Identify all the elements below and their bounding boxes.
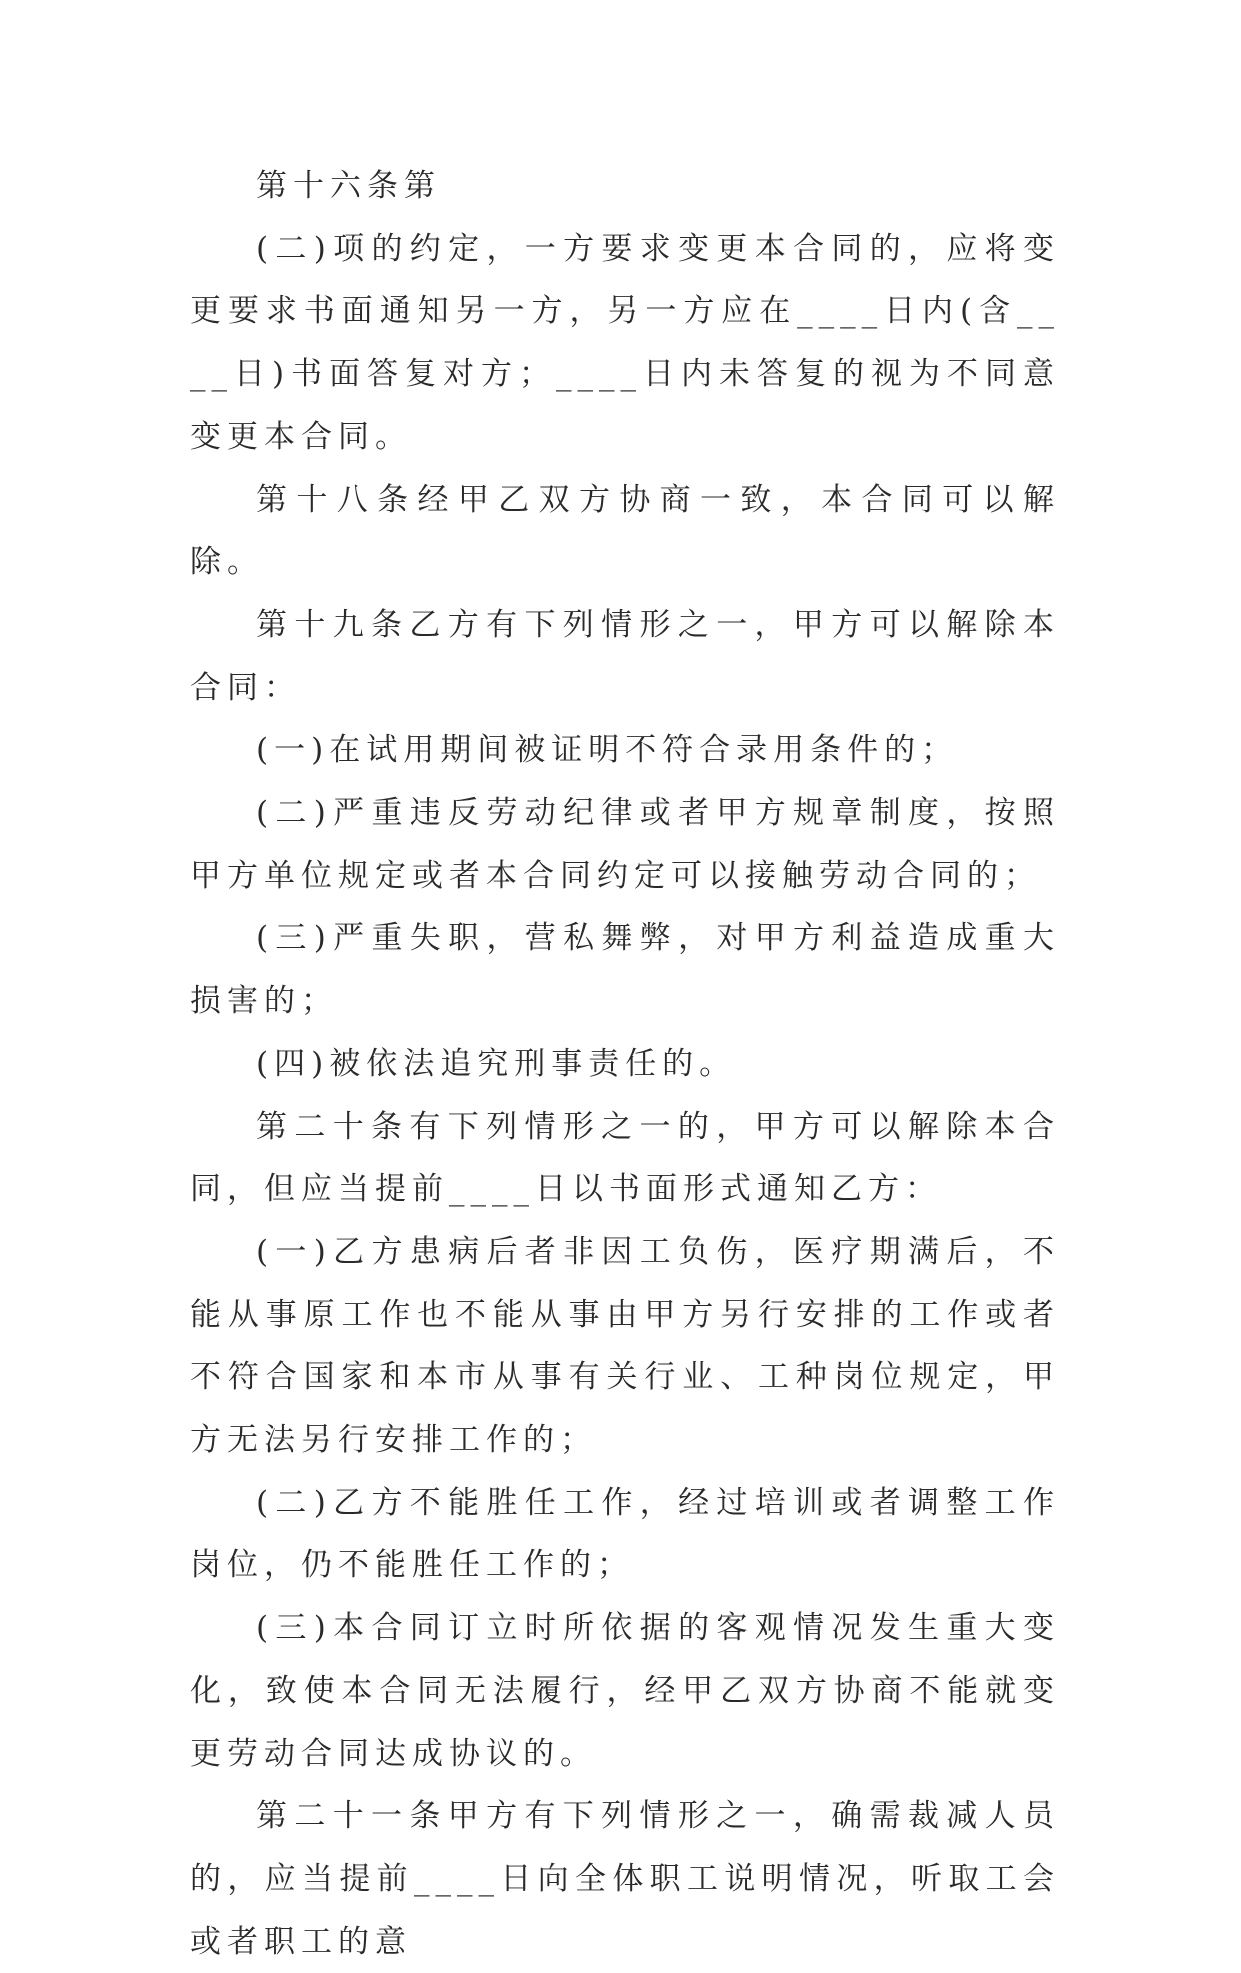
paragraph-change-notice: (二)项的约定，一方要求变更本合同的，应将变更要求书面通知另一方，另一方应在____日内(含____日)书面答复对方；____日内未答复的视为不同意变更本合同。 (190, 230, 1060, 455)
paragraph-article-19-item-3: (三)严重失职，营私舞弊，对甲方利益造成重大损害的； (190, 920, 1060, 1020)
paragraph-article-20-item-1: (一)乙方患病后者非因工负伤，医疗期满后，不能从事原工作也不能从事由甲方另行安排的工作或者不符合国家和本市从事有关行业、工种岗位规定，甲方无法另行安排工作的； (190, 1233, 1060, 1459)
paragraph-article-19-item-2: (二)严重违反劳动纪律或者甲方规章制度，按照甲方单位规定或者本合同约定可以接触劳动合同的； (190, 795, 1060, 894)
document-body (190, 155, 1060, 1973)
paragraph-article-19: 第十九条乙方有下列情形之一，甲方可以解除本合同： (190, 606, 1060, 706)
paragraph-article-19-item-4: (四)被依法追究刑事责任的。 (256, 1045, 737, 1082)
paragraph-article-16: 第十六条第 (256, 168, 441, 204)
paragraph-article-18: 第十八条经甲乙双方协商一致，本合同可以解除。 (190, 481, 1060, 581)
paragraph-article-20-item-3: (三)本合同订立时所依据的客观情况发生重大变化，致使本合同无法履行，经甲乙双方协商不能就变更劳动合同达成协议的。 (190, 1610, 1060, 1772)
paragraph-article-21: 第二十一条甲方有下列情形之一，确需裁减人员的，应当提前____日向全体职工说明情况，听取工会或者职工的意 (190, 1798, 1060, 1960)
paragraph-article-20: 第二十条有下列情形之一的，甲方可以解除本合同，但应当提前____日以书面形式通知乙方： (190, 1108, 1060, 1208)
paragraph-article-20-item-2: (二)乙方不能胜任工作，经过培训或者调整工作岗位，仍不能胜任工作的； (190, 1484, 1060, 1584)
paragraph-article-19-item-1: (一)在试用期间被证明不符合录用条件的； (256, 732, 959, 769)
